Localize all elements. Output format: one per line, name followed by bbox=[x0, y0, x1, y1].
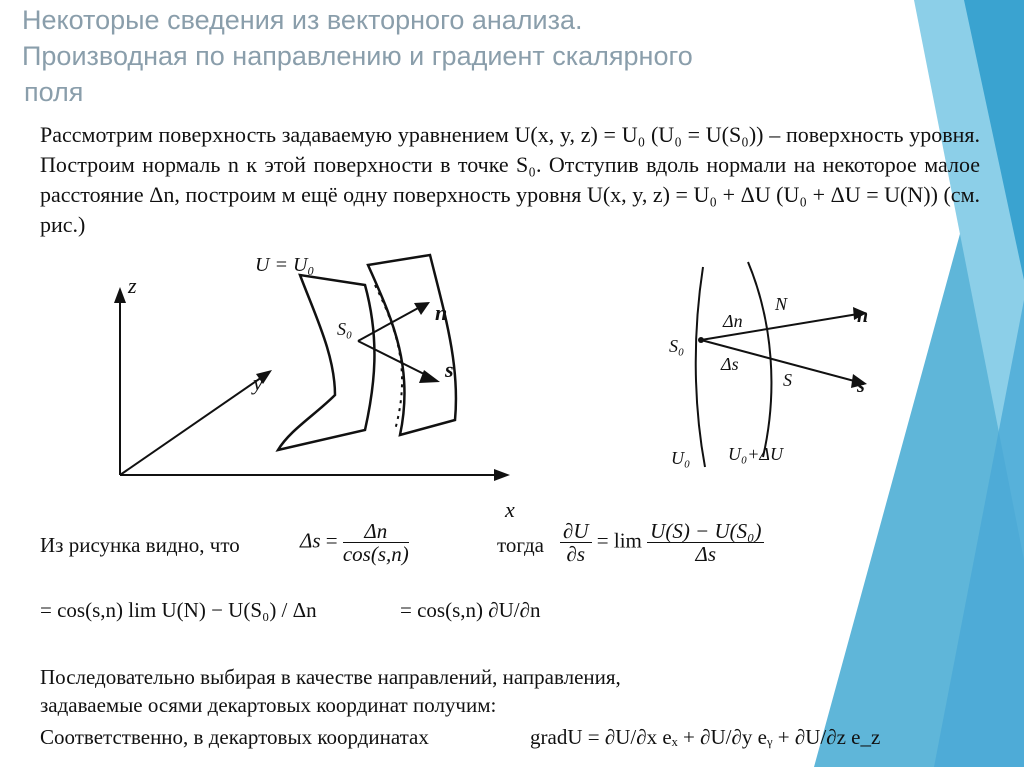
z-axis-label: z bbox=[128, 273, 137, 298]
ds-formula: Δs = $\frac{\Delta n}{\cos(s,n)}$ bbox=[300, 519, 409, 566]
fig2-level1: U₀+ΔU bbox=[728, 444, 783, 464]
fig2-ds: Δs bbox=[721, 354, 739, 374]
fig2-vec-n: n bbox=[857, 305, 869, 327]
vector-n-label: n bbox=[435, 300, 448, 325]
surface-figure bbox=[100, 245, 540, 530]
x-axis-label: x bbox=[505, 497, 515, 522]
grad-sum: gradU = ∂U/∂x eₓ + ∂U/∂y eᵧ + ∂U/∂z e_z bbox=[530, 725, 881, 749]
fig2-S: S bbox=[783, 370, 792, 390]
eq1: = cos(s,n) lim U(N) − U(S₀) / Δn bbox=[40, 598, 317, 622]
dUds-lim: $\frac{\partial U}{\partial s}$ = lim $\frac{\text{U(S) − U(S₀)}}{\Delta s}$ bbox=[560, 520, 764, 565]
vector-s-label: s bbox=[445, 357, 454, 382]
y-axis bbox=[120, 375, 265, 475]
level-surfaces-figure bbox=[653, 252, 876, 504]
intro-paragraph: Рассмотрим поверхность задаваемую уравнением U(x, y, z) = U₀ (U₀ = U(S₀)) – поверхность уровня. Построим нормаль n к этой поверхности в точке S₀. Отступив вдоль нормали на некоторое малое расстояние Δn, построим м ещё одну поверхность уровня U(x, y, z) = U₀ + ΔU (U₀ + ΔU = U(N)) (см. рис.) bbox=[40, 122, 980, 237]
fig2-vec-s: s bbox=[857, 375, 865, 397]
then-word: тогда bbox=[497, 533, 544, 557]
fig2-point-s0: S₀ bbox=[669, 336, 685, 356]
slide-title: Некоторые сведения из векторного анализа. Производная по направлению и градиент скалярного поля bbox=[22, 5, 693, 107]
eq2: = cos(s,n) ∂U/∂n bbox=[400, 598, 541, 622]
correspondingly: Соответственно, в декартовых координатах bbox=[40, 725, 429, 749]
fig2-level0: U₀ bbox=[671, 448, 691, 468]
consecutive-text: Последовательно выбирая в качестве направлений, направления, задаваемые осями декартовых координат получим: bbox=[40, 665, 621, 717]
surface-label: U = U₀ bbox=[255, 254, 315, 276]
fig2-dn: Δn bbox=[723, 311, 743, 331]
point-s0: S₀ bbox=[337, 319, 353, 339]
figure-note: Из рисунка видно, что bbox=[40, 533, 240, 557]
y-axis-label: y bbox=[253, 370, 263, 395]
fig2-N: N bbox=[775, 294, 788, 314]
